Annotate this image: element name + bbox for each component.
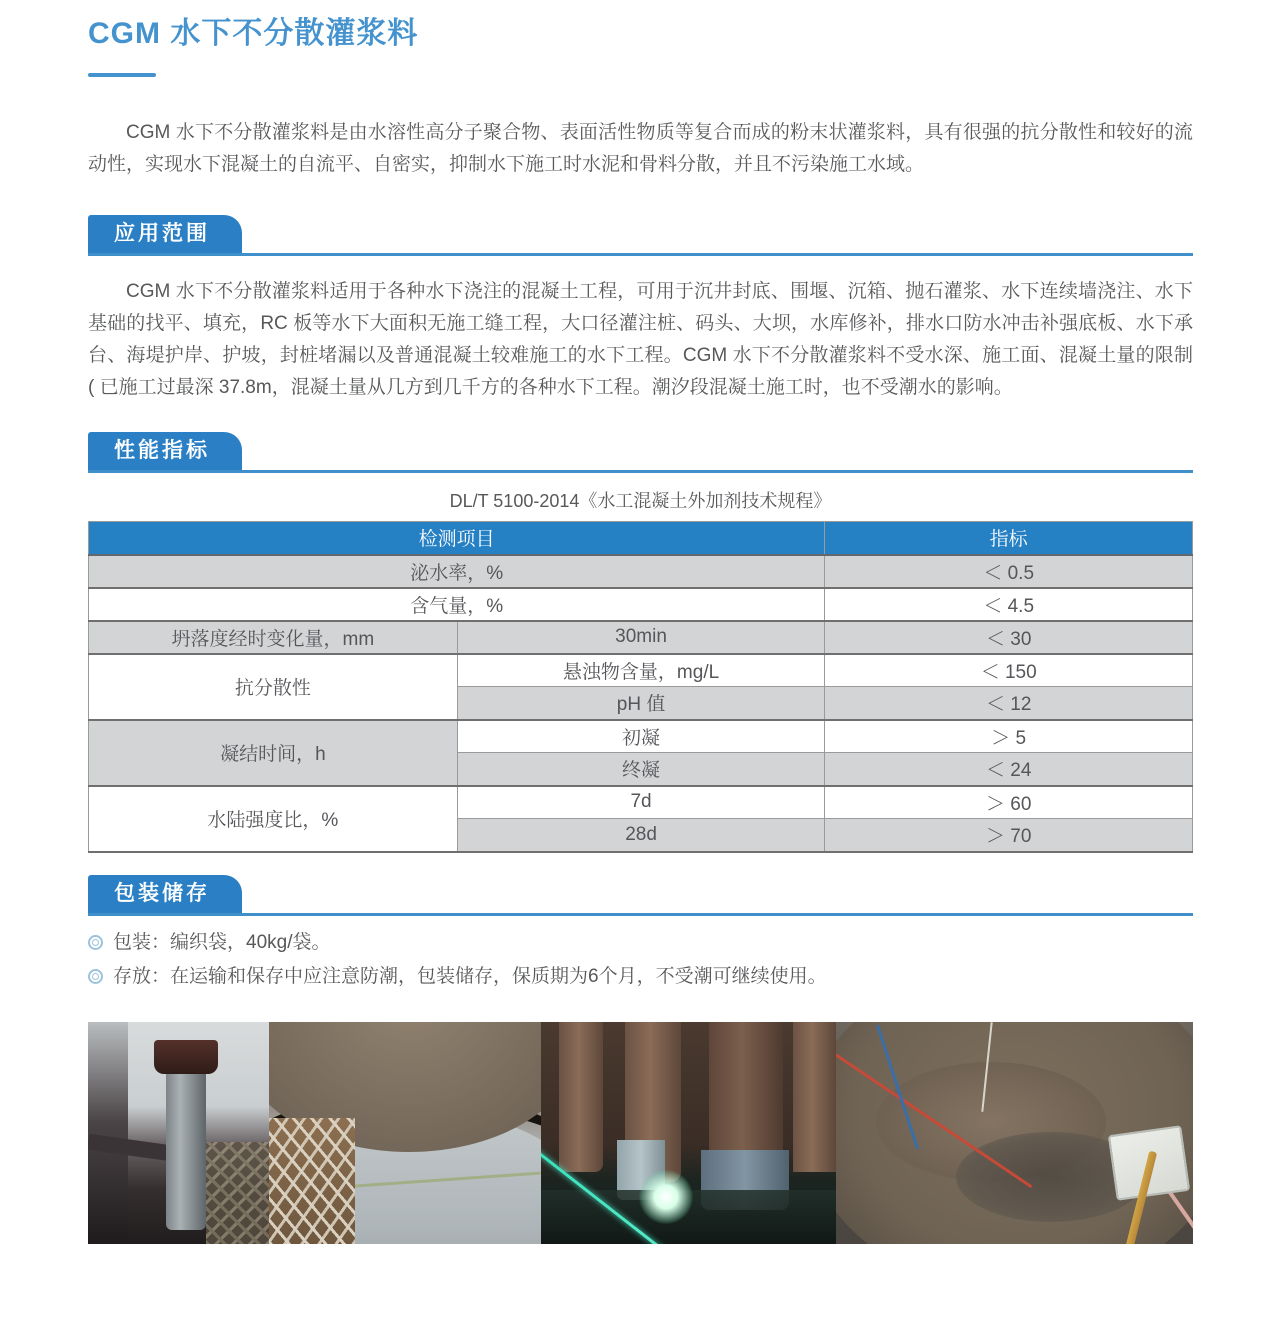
table-header-row	[89, 522, 1193, 555]
section-packaging	[88, 875, 1193, 992]
cell-value: ＞ 5	[825, 720, 1193, 753]
cell-value: ＞ 60	[825, 786, 1193, 819]
cell-item: 含气量，%	[89, 588, 825, 621]
table-row	[89, 621, 1193, 654]
performance-table	[88, 521, 1193, 853]
photo-pipe-cap	[154, 1040, 218, 1074]
ring-bullet-icon	[88, 935, 103, 950]
list-item	[88, 928, 1193, 958]
site-photo-excavation-pit	[836, 1022, 1193, 1244]
section-badge-application: 应用范围	[88, 215, 242, 253]
cell-value: ＞ 70	[825, 819, 1193, 852]
photo-work-light	[639, 1170, 693, 1224]
table-row	[89, 720, 1193, 753]
cell-sub: 28d	[457, 819, 825, 852]
site-photo-pier-steel-pipe	[88, 1022, 269, 1244]
section-badge-performance: 性能指标	[88, 432, 242, 470]
site-photo-underwater-piles-laser	[541, 1022, 836, 1244]
table-row	[89, 654, 1193, 687]
cell-sub: 初凝	[457, 720, 825, 753]
cell-value: ＜ 24	[825, 753, 1193, 786]
section-performance	[88, 432, 1193, 853]
cell-item: 坍落度经时变化量，mm	[89, 621, 458, 654]
cell-item: 凝结时间，h	[89, 720, 458, 786]
photo-gravel-net	[269, 1118, 355, 1244]
cell-value: ＜ 30	[825, 621, 1193, 654]
application-paragraph: CGM 水下不分散灌浆料适用于各种水下浇注的混凝土工程，可用于沉井封底、围堰、沉箱、抛石灌浆、水下连续墙浇注、水下基础的找平、填充，RC 板等水下大面积无施工缝工程，大口径灌注桩、码头、大坝，水库修补，排水口防水冲击补强底板、水下承台、海堤护岸、护坡，封桩堵漏以及普通混凝土较难施工的水下工程。CGM 水下不分散灌浆料不受水深、施工面、混凝土量的限制 ( 已施工过最深 37.8m，混凝土量从几方到几千方的各种水下工程。潮汐段混凝土施工时，也不受潮水的影响。	[88, 281, 1193, 398]
cell-value: ＜ 150	[825, 654, 1193, 687]
cell-value: ＜ 4.5	[825, 588, 1193, 621]
table-row	[89, 786, 1193, 819]
photo-steel-pipe	[166, 1070, 206, 1230]
list-item	[88, 962, 1193, 992]
table-row	[89, 555, 1193, 588]
table-header-item: 检测项目	[89, 522, 825, 555]
section-head-packaging	[88, 875, 1193, 916]
cell-item: 泌水率，%	[89, 555, 825, 588]
cell-sub: 终凝	[457, 753, 825, 786]
cell-value: ＜ 12	[825, 687, 1193, 720]
packaging-list	[88, 928, 1193, 992]
cell-sub: 悬浊物含量，mg/L	[457, 654, 825, 687]
cell-item: 水陆强度比，%	[89, 786, 458, 852]
photo-structure	[88, 1022, 128, 1244]
section-badge-packaging: 包装储存	[88, 875, 242, 913]
cell-sub: 30min	[457, 621, 825, 654]
packaging-item-text: 包装：编织袋，40kg/袋。	[113, 931, 331, 953]
cell-item: 抗分散性	[89, 654, 458, 720]
photo-pile-column	[793, 1022, 836, 1172]
photo-pile-column	[559, 1022, 603, 1172]
cell-sub: pH 值	[457, 687, 825, 720]
photo-net	[206, 1142, 269, 1244]
site-photo-pile-cap-closeup	[269, 1022, 541, 1244]
site-photo-strip	[88, 1022, 1193, 1244]
ring-bullet-icon	[88, 969, 103, 984]
cell-sub: 7d	[457, 786, 825, 819]
page-title: CGM 水下不分散灌浆料	[88, 17, 419, 50]
cell-value: ＜ 0.5	[825, 555, 1193, 588]
section-application	[88, 215, 1193, 404]
standard-caption: DL/T 5100-2014《水工混凝土外加剂技术规程》	[449, 491, 832, 511]
table-header-index: 指标	[825, 522, 1193, 555]
section-head-performance	[88, 432, 1193, 473]
storage-item-text: 存放：在运输和保存中应注意防潮，包装储存，保质期为6个月，不受潮可继续使用。	[113, 965, 827, 987]
intro-paragraph: CGM 水下不分散灌浆料是由水溶性高分子聚合物、表面活性物质等复合而成的粉末状灌浆料，具有很强的抗分散性和较好的流动性，实现水下混凝土的自流平、自密实，抑制水下施工时水泥和骨料分散，并且不污染施工水域。	[88, 122, 1193, 175]
table-row	[89, 588, 1193, 621]
section-head-application	[88, 215, 1193, 256]
title-underline	[88, 73, 156, 77]
